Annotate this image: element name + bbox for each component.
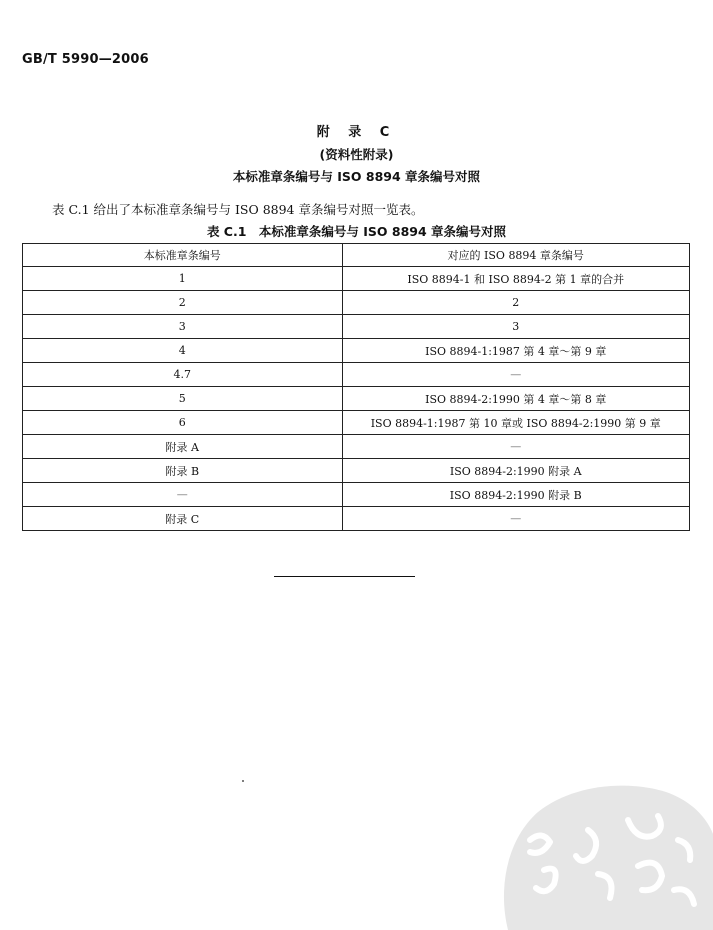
table-cell: ISO 8894-2:1990 附录 A <box>342 459 690 483</box>
table-cell: 附录 C <box>23 507 343 531</box>
table-cell: 2 <box>23 291 343 315</box>
table-row <box>23 507 690 531</box>
correspondence-table <box>22 243 690 531</box>
table-cell: — <box>342 507 690 531</box>
table-cell: ISO 8894-1:1987 第 4 章～第 9 章 <box>342 339 690 363</box>
table-cell: ISO 8894-2:1990 附录 B <box>342 483 690 507</box>
table-row <box>23 363 690 387</box>
table-cell: ISO 8894-2:1990 第 4 章～第 8 章 <box>342 387 690 411</box>
table-cell: 2 <box>342 291 690 315</box>
table-cell: 4.7 <box>23 363 343 387</box>
table-row <box>23 483 690 507</box>
table-row <box>23 291 690 315</box>
end-rule <box>274 576 415 577</box>
table-header-row <box>23 244 690 267</box>
table-cell: ISO 8894-1 和 ISO 8894-2 第 1 章的合并 <box>342 267 690 291</box>
table-cell: — <box>342 363 690 387</box>
table-cell: — <box>23 483 343 507</box>
table-cell: 3 <box>342 315 690 339</box>
scan-speck <box>242 780 244 782</box>
annex-nature: (资料性附录) <box>319 147 394 162</box>
table-cell: 6 <box>23 411 343 435</box>
annex-label: 附 录 C <box>316 125 397 140</box>
table-row <box>23 387 690 411</box>
column-header: 对应的 ISO 8894 章条编号 <box>342 244 690 267</box>
intro-paragraph: 表 C.1 给出了本标准章条编号与 ISO 8894 章条编号对照一览表。 <box>52 202 424 217</box>
column-header: 本标准章条编号 <box>23 244 343 267</box>
table-cell: 4 <box>23 339 343 363</box>
table-cell: 1 <box>23 267 343 291</box>
standard-code: GB/T 5990—2006 <box>22 52 149 67</box>
table-row <box>23 315 690 339</box>
table-row <box>23 339 690 363</box>
table-row <box>23 459 690 483</box>
table-cell: 3 <box>23 315 343 339</box>
watermark-seal-icon <box>478 770 713 930</box>
table-row <box>23 267 690 291</box>
table-cell: — <box>342 435 690 459</box>
table-cell: 5 <box>23 387 343 411</box>
annex-title: 本标准章条编号与 ISO 8894 章条编号对照 <box>232 169 481 184</box>
table-row <box>23 411 690 435</box>
table-row <box>23 435 690 459</box>
table-cell: 附录 A <box>23 435 343 459</box>
table-cell: ISO 8894-1:1987 第 10 章或 ISO 8894-2:1990 第 9 章 <box>342 411 690 435</box>
table-cell: 附录 B <box>23 459 343 483</box>
table-caption: 表 C.1 本标准章条编号与 ISO 8894 章条编号对照 <box>206 224 507 239</box>
